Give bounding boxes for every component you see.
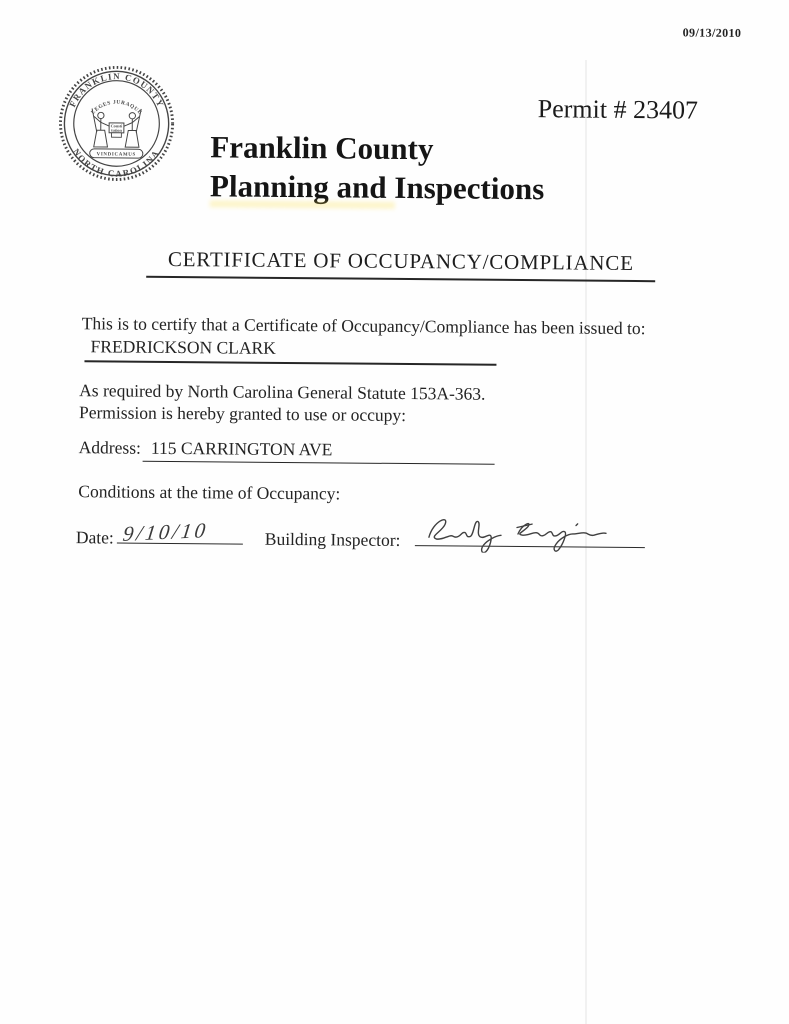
date-underline [117, 519, 243, 545]
certify-line: This is to certify that a Certificate of Occupancy/Compliance has been issued to: [81, 313, 646, 339]
conditions-label: Conditions at the time of Occupancy: [78, 481, 341, 504]
issued-to-row [84, 336, 496, 366]
seal-constitution-altar [109, 123, 124, 137]
seal-top-text: FRANKLIN COUNTY [67, 71, 167, 110]
address-label: Address: [78, 437, 142, 458]
statute-line: As required by North Carolina General Statute 153A-363. [79, 380, 486, 404]
seal-bottom-text: NORTH CAROLINA [71, 146, 162, 179]
franklin-county-seal-icon [57, 60, 176, 185]
seal-banner-text: VINDICAMUS [96, 152, 136, 158]
date-inspector-row [76, 516, 645, 553]
inspector-signature-underline [414, 519, 644, 548]
agency-name-line1: Franklin County [210, 129, 434, 167]
agency-name-line2: Planning and Inspections [209, 168, 545, 207]
certificate-title-row [0, 245, 789, 283]
building-inspector-label: Building Inspector: [264, 528, 401, 550]
seal-center-line2: tution [111, 127, 122, 133]
building-inspector-signature [416, 506, 638, 554]
permit-number: Permit # 23407 [537, 94, 699, 125]
address-value: 115 CARRINGTON AVE [143, 438, 495, 465]
address-row [79, 437, 495, 465]
seal-motto-text: LEGES JURAQUE [90, 99, 144, 117]
handwritten-date-value: 9/10/10 [121, 517, 210, 546]
certificate-title: CERTIFICATE OF OCCUPANCY/COMPLIANCE [146, 247, 656, 282]
permission-line: Permission is hereby granted to use or occupy: [78, 402, 407, 426]
seal-center-line1: Consti [110, 123, 123, 129]
seal-banner [90, 149, 143, 158]
statute-paragraph [79, 379, 486, 427]
highlighter-scan-artifact [210, 200, 395, 209]
agency-name [210, 127, 545, 208]
issued-to-name: FREDRICKSON CLARK [84, 336, 496, 366]
date-label: Date: [75, 527, 114, 548]
fax-date-stamp: 09/13/2010 [682, 25, 742, 40]
